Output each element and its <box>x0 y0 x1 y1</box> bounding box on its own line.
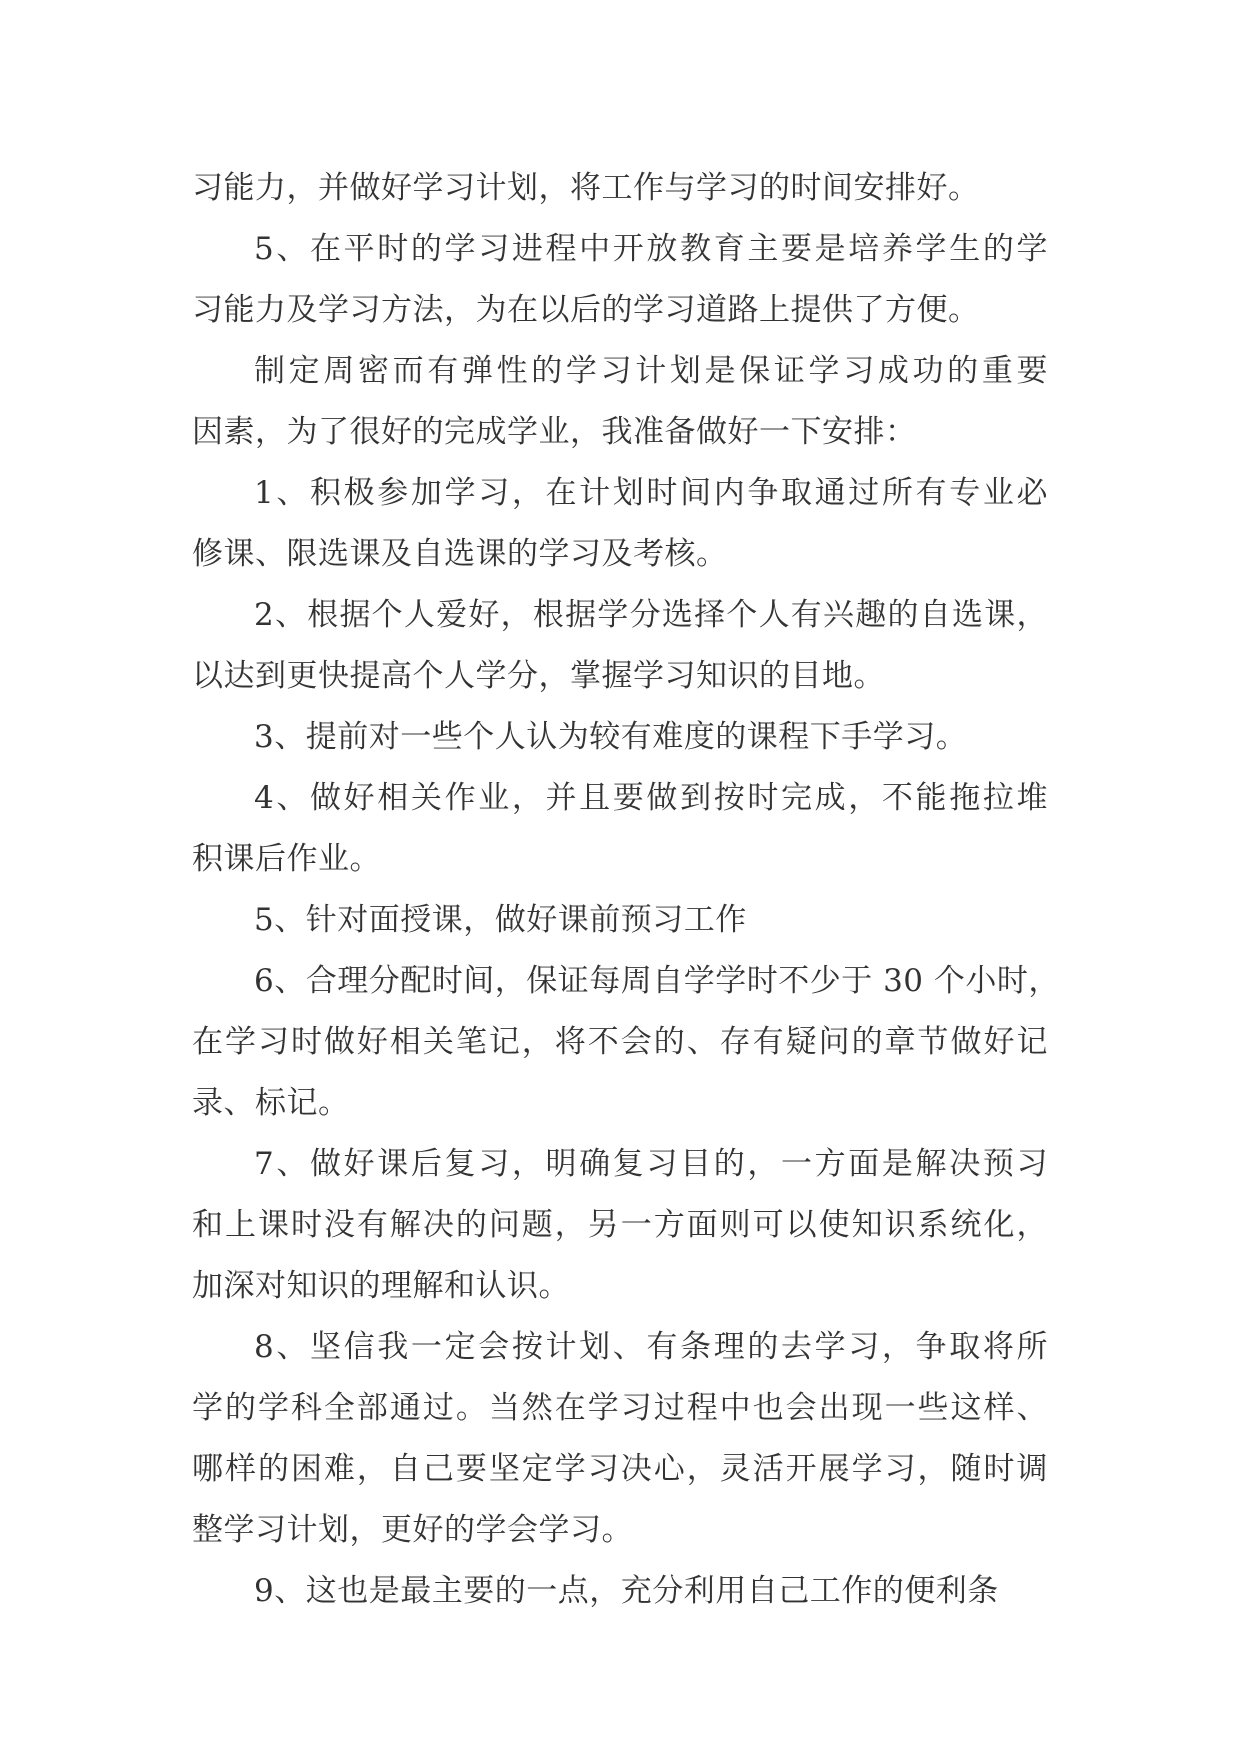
paragraph <box>192 1317 1048 1561</box>
text-line: 5、在平时的学习进程中开放教育主要是培养学生的学 <box>254 231 1048 267</box>
paragraph <box>192 768 1048 890</box>
text-line: 4、做好相关作业，并且要做到按时完成，不能拖拉堆 <box>254 780 1048 816</box>
text-line: 因素，为了很好的完成学业，我准备做好一下安排： <box>192 414 917 450</box>
text-line: 修课、限选课及自选课的学习及考核。 <box>192 536 728 572</box>
text-line: 习能力及学习方法，为在以后的学习道路上提供了方便。 <box>192 292 980 328</box>
text-line: 和上课时没有解决的问题，另一方面则可以使知识系统化， <box>192 1207 1048 1243</box>
text-line: 8、坚信我一定会按计划、有条理的去学习，争取将所 <box>254 1329 1048 1365</box>
text-line: 哪样的困难，自己要坚定学习决心，灵活开展学习，随时调 <box>192 1451 1048 1487</box>
text-line: 1、积极参加学习，在计划时间内争取通过所有专业必 <box>254 475 1048 511</box>
paragraph <box>192 951 1060 1134</box>
text-line: 2、根据个人爱好，根据学分选择个人有兴趣的自选课， <box>254 597 1048 633</box>
text-line: 9、这也是最主要的一点，充分利用自己工作的便利条 <box>254 1573 999 1609</box>
text-line: 制定周密而有弹性的学习计划是保证学习成功的重要 <box>254 353 1048 389</box>
text-line: 5、针对面授课，做好课前预习工作 <box>254 902 747 938</box>
text-line: 以达到更快提高个人学分，掌握学习知识的目地。 <box>192 658 885 694</box>
paragraph <box>192 585 1048 707</box>
text-line: 整学习计划，更好的学会学习。 <box>192 1512 633 1548</box>
paragraph <box>192 158 1048 219</box>
text-line: 录、标记。 <box>192 1085 350 1121</box>
document-body <box>192 158 1060 1622</box>
text-line: 3、提前对一些个人认为较有难度的课程下手学习。 <box>254 719 968 755</box>
paragraph <box>192 707 1048 768</box>
paragraph <box>192 341 1048 463</box>
text-line: 学的学科全部通过。当然在学习过程中也会出现一些这样、 <box>192 1390 1048 1426</box>
text-line: 7、做好课后复习，明确复习目的，一方面是解决预习 <box>254 1146 1048 1182</box>
text-line: 习能力，并做好学习计划，将工作与学习的时间安排好。 <box>192 170 980 206</box>
text-line: 积课后作业。 <box>192 841 381 877</box>
paragraph <box>192 1561 1048 1622</box>
paragraph <box>192 463 1048 585</box>
text-line: 在学习时做好相关笔记，将不会的、存有疑问的章节做好记 <box>192 1024 1048 1060</box>
text-line: 加深对知识的理解和认识。 <box>192 1268 570 1304</box>
paragraph <box>192 1134 1048 1317</box>
paragraph <box>192 890 1048 951</box>
text-line: 6、合理分配时间，保证每周自学学时不少于 30 个小时， <box>254 963 1060 999</box>
paragraph <box>192 219 1048 341</box>
